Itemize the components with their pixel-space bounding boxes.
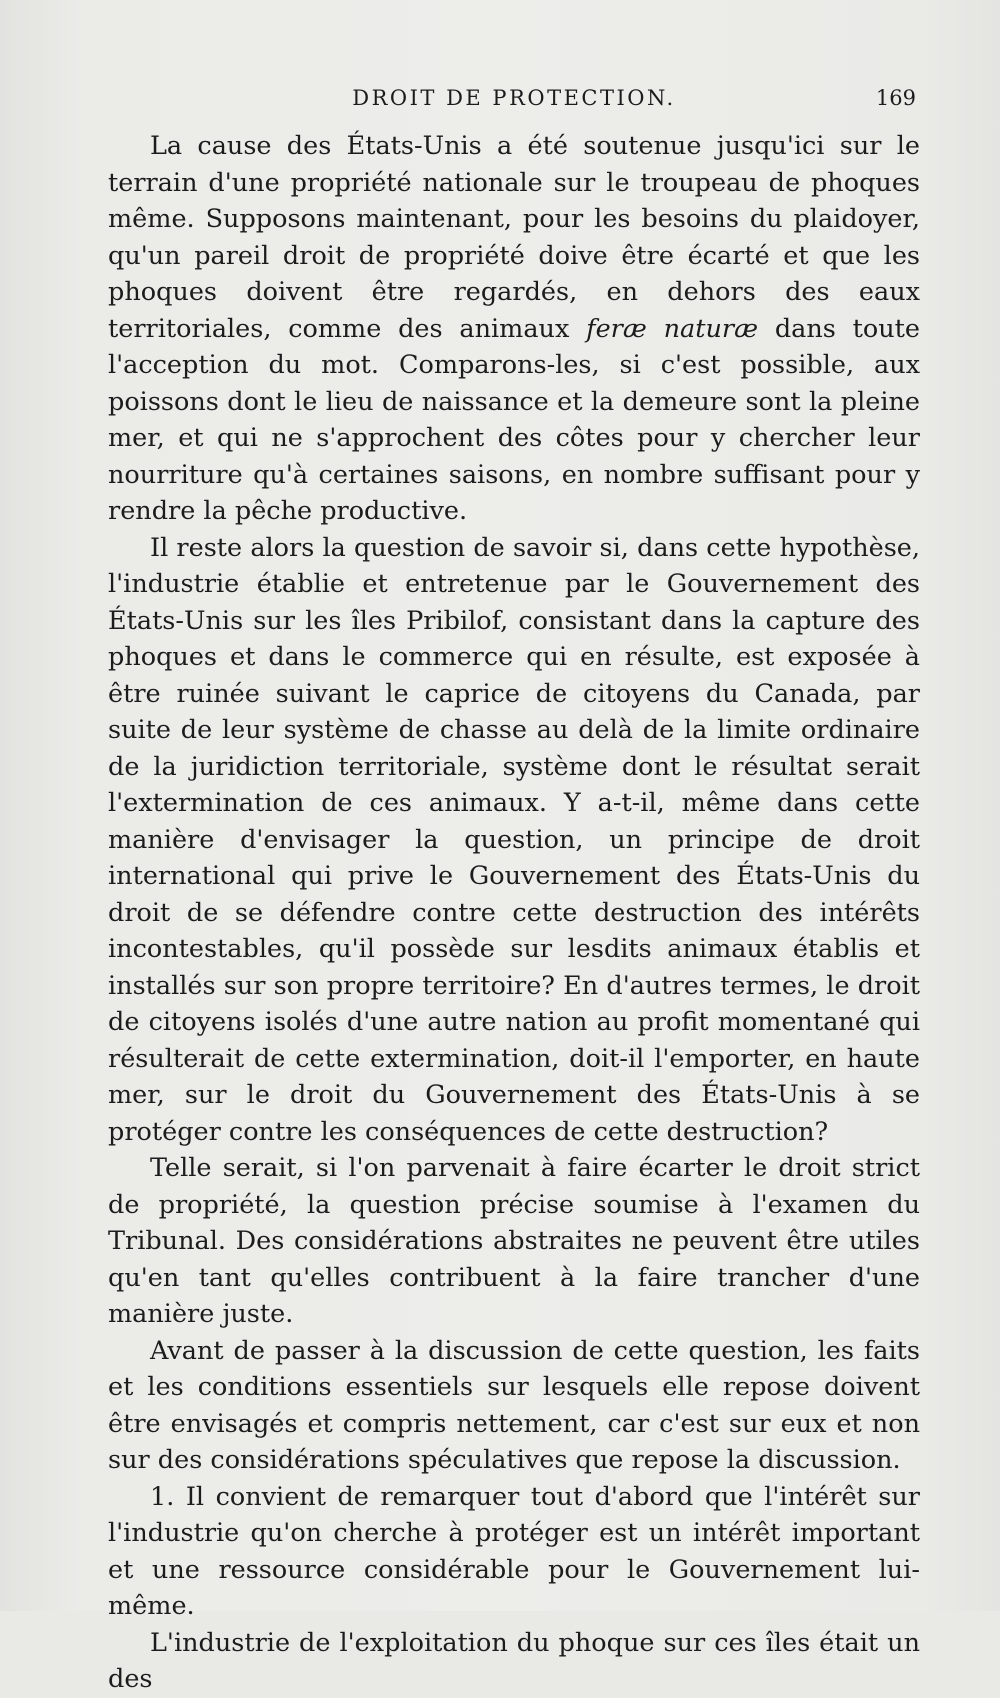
- paragraph-6: L'industrie de l'exploitation du phoque sur ces îles était un des: [108, 1627, 920, 1694]
- page-number: 169: [875, 86, 916, 110]
- running-title: DROIT DE PROTECTION.: [352, 86, 676, 110]
- page-header: [108, 84, 920, 114]
- paragraph-1-text: La cause des États-Unis a été soutenue jusqu'ici sur le terrain d'une propriété nationale sur le troupeau de phoques même. Supposons maintenant, pour les besoins du plaidoyer, qu'un pareil droit de propriété doive être écarté et que les phoques doivent être regardés, en dehors des eaux territoriales, comme des animaux: [108, 131, 920, 344]
- paragraph-5: 1. Il convient de remarquer tout d'abord que l'intérêt sur l'industrie qu'on cherche à protéger est un intérêt important et une ressource considérable pour le Gouvernement lui-même.: [108, 1481, 920, 1621]
- latin-phrase: feræ naturæ: [586, 313, 759, 344]
- paragraph-4: Avant de passer à la discussion de cette question, les faits et les conditions essentiels sur lesquels elle repose doivent être envisagés et compris nettement, car c'est sur eux et non sur des considérations spéculatives que repose la discussion.: [108, 1335, 920, 1475]
- paragraph-2: Il reste alors la question de savoir si, dans cette hypothèse, l'industrie établie et entretenue par le Gouvernement des États-Unis sur les îles Pribilof, consistant dans la capture des phoques et dans le commerce qui en résulte, est exposée à être ruinée suivant le caprice de citoyens du Canada, par suite de leur système de chasse au delà de la limite ordinaire de la juridiction territoriale, système dont le résultat serait l'extermination de ces animaux. Y a-t-il, même dans cette manière d'envisager la question, un principe de droit international qui prive le Gouvernement des États-Unis du droit de se défendre contre cette destruction des intérêts incontestables, qu'il possède sur lesdits animaux établis et installés sur son propre territoire? En d'autres termes, le droit de citoyens isolés d'une autre nation au profit momentané qui résulterait de cette extermination, doit-il l'emporter, en haute mer, sur le droit du Gouvernement des États-Unis à se protéger contre les conséquences de cette destruction?: [108, 532, 920, 1147]
- paragraph-1-text-cont: dans toute l'acception du mot. Comparons-les, si c'est possible, aux poissons dont le lieu de naissance et la demeure sont la pleine mer, et qui ne s'approchent des côtes pour y chercher leur nourriture qu'à certaines saisons, en nombre suffisant pour y rendre la pêche productive.: [108, 313, 920, 526]
- body-text: [108, 128, 920, 1698]
- paragraph-3: Telle serait, si l'on parvenait à faire écarter le droit strict de propriété, la question précise soumise à l'examen du Tribunal. Des considérations abstraites ne peuvent être utiles qu'en tant qu'elles contribuent à la faire trancher d'une manière juste.: [108, 1153, 920, 1329]
- paragraph-1: [108, 128, 920, 530]
